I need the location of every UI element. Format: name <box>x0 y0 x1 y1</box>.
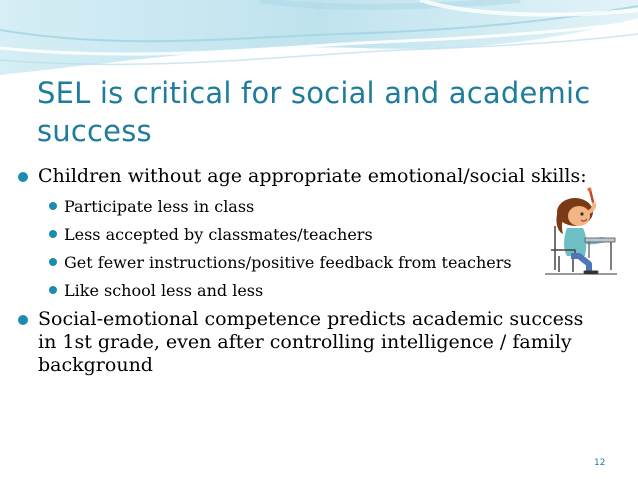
sub-bullet-text: Like school less and less <box>64 281 264 300</box>
bullet-text: Children without age appropriate emotional/social skills: <box>38 165 587 187</box>
sub-bullet-text: Get fewer instructions/positive feedback from teachers <box>64 253 512 272</box>
sub-bullet-item <box>0 252 600 274</box>
bullet-list <box>0 165 600 377</box>
slide-number: 12 <box>594 458 606 468</box>
header-banner <box>0 0 638 75</box>
sub-bullet-item <box>0 224 600 246</box>
bullet-dot-icon <box>18 315 28 325</box>
sub-bullet-text: Less accepted by classmates/teachers <box>64 225 373 244</box>
sub-bullet-item <box>0 280 600 302</box>
slide-title: SEL is critical for social and academic success <box>37 76 591 148</box>
bullet-dot-icon <box>18 172 28 182</box>
bullet-dot-icon <box>49 230 57 238</box>
bullet-dot-icon <box>49 286 57 294</box>
bullet-text: Social-emotional competence predicts academic success in 1st grade, even after controlling intelligence / family background <box>38 308 584 376</box>
bullet-item <box>0 308 600 377</box>
bullet-dot-icon <box>49 202 57 210</box>
sub-bullet-item <box>0 196 600 218</box>
bullet-item <box>0 165 600 188</box>
bullet-dot-icon <box>49 258 57 266</box>
sub-bullet-text: Participate less in class <box>64 197 255 216</box>
student-at-desk-icon <box>545 186 617 276</box>
